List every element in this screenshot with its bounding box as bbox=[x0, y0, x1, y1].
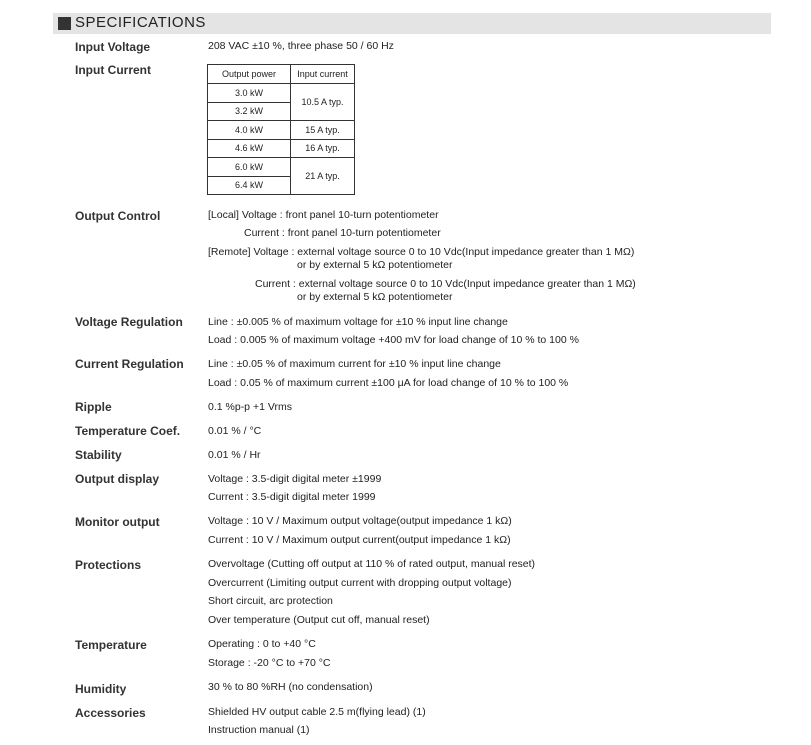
value-output-control-remote-current: Current : external voltage source 0 to 10 Vdc(Input impedance greater than 1 MΩ) bbox=[255, 278, 636, 290]
label-humidity: Humidity bbox=[75, 682, 127, 696]
value-protection-over-temperature: Over temperature (Output cut off, manual reset) bbox=[208, 614, 430, 626]
label-ripple: Ripple bbox=[75, 400, 112, 414]
label-stability: Stability bbox=[75, 448, 122, 462]
table-cell-current: 15 A typ. bbox=[291, 121, 355, 140]
table-cell-power: 4.6 kW bbox=[208, 139, 291, 158]
section-title: SPECIFICATIONS bbox=[75, 14, 206, 31]
value-temperature-coef: 0.01 % / °C bbox=[208, 425, 262, 437]
label-monitor-output: Monitor output bbox=[75, 515, 160, 529]
value-protection-overcurrent: Overcurrent (Limiting output current with dropping output voltage) bbox=[208, 577, 512, 589]
value-output-control-remote-voltage: [Remote] Voltage : external voltage source 0 to 10 Vdc(Input impedance greater than 1 MΩ) bbox=[208, 246, 635, 258]
label-voltage-regulation: Voltage Regulation bbox=[75, 315, 183, 329]
label-current-regulation: Current Regulation bbox=[75, 357, 184, 371]
label-accessories: Accessories bbox=[75, 706, 146, 720]
value-output-display-voltage: Voltage : 3.5-digit digital meter ±1999 bbox=[208, 473, 382, 485]
table-cell-power: 3.0 kW bbox=[208, 84, 291, 103]
value-protection-overvoltage: Overvoltage (Cutting off output at 110 % of rated output, manual reset) bbox=[208, 558, 536, 570]
label-temperature: Temperature bbox=[75, 638, 147, 652]
label-input-voltage: Input Voltage bbox=[75, 40, 151, 54]
label-output-display: Output display bbox=[75, 472, 159, 486]
value-ripple: 0.1 %p-p +1 Vrms bbox=[208, 401, 292, 413]
value-accessory-cable: Shielded HV output cable 2.5 m(flying lead) (1) bbox=[208, 706, 426, 718]
table-cell-power: 6.0 kW bbox=[208, 158, 291, 177]
label-input-current: Input Current bbox=[75, 63, 151, 77]
value-temperature-operating: Operating : 0 to +40 °C bbox=[208, 638, 316, 650]
value-protection-short-circuit: Short circuit, arc protection bbox=[208, 595, 333, 607]
value-voltage-regulation-load: Load : 0.005 % of maximum voltage +400 mV for load change of 10 % to 100 % bbox=[208, 334, 579, 346]
table-cell-power: 6.4 kW bbox=[208, 176, 291, 195]
table-cell-current: 16 A typ. bbox=[291, 139, 355, 158]
table-cell-current: 10.5 A typ. bbox=[291, 84, 355, 121]
value-stability: 0.01 % / Hr bbox=[208, 449, 261, 461]
value-accessory-manual: Instruction manual (1) bbox=[208, 724, 310, 736]
value-voltage-regulation-line: Line : ±0.005 % of maximum voltage for ±10 % input line change bbox=[208, 316, 508, 328]
table-cell-power: 3.2 kW bbox=[208, 102, 291, 121]
value-output-control-local-current: Current : front panel 10-turn potentiometer bbox=[244, 227, 441, 239]
value-output-control-local-voltage: [Local] Voltage : front panel 10-turn potentiometer bbox=[208, 209, 439, 221]
value-monitor-output-voltage: Voltage : 10 V / Maximum output voltage(output impedance 1 kΩ) bbox=[208, 515, 512, 527]
label-output-control: Output Control bbox=[75, 209, 161, 223]
label-protections: Protections bbox=[75, 558, 142, 572]
value-current-regulation-load: Load : 0.05 % of maximum current ±100 μA for load change of 10 % to 100 % bbox=[208, 377, 569, 389]
value-current-regulation-line: Line : ±0.05 % of maximum current for ±10 % input line change bbox=[208, 358, 501, 370]
table-cell-current: 21 A typ. bbox=[291, 158, 355, 195]
input-current-table bbox=[207, 64, 355, 195]
value-temperature-storage: Storage : -20 °C to +70 °C bbox=[208, 657, 331, 669]
value-humidity: 30 % to 80 %RH (no condensation) bbox=[208, 681, 373, 693]
table-header-output-power: Output power bbox=[208, 65, 291, 84]
value-input-voltage: 208 VAC ±10 %, three phase 50 / 60 Hz bbox=[208, 40, 394, 52]
table-header-input-current: Input current bbox=[291, 65, 355, 84]
label-temperature-coef: Temperature Coef. bbox=[75, 424, 181, 438]
square-bullet-icon bbox=[58, 17, 71, 30]
value-monitor-output-current: Current : 10 V / Maximum output current(output impedance 1 kΩ) bbox=[208, 534, 511, 546]
table-cell-power: 4.0 kW bbox=[208, 121, 291, 140]
value-output-control-remote-current-alt: or by external 5 kΩ potentiometer bbox=[297, 291, 453, 303]
value-output-display-current: Current : 3.5-digit digital meter 1999 bbox=[208, 491, 376, 503]
section-header bbox=[53, 13, 771, 34]
value-output-control-remote-voltage-alt: or by external 5 kΩ potentiometer bbox=[297, 259, 453, 271]
